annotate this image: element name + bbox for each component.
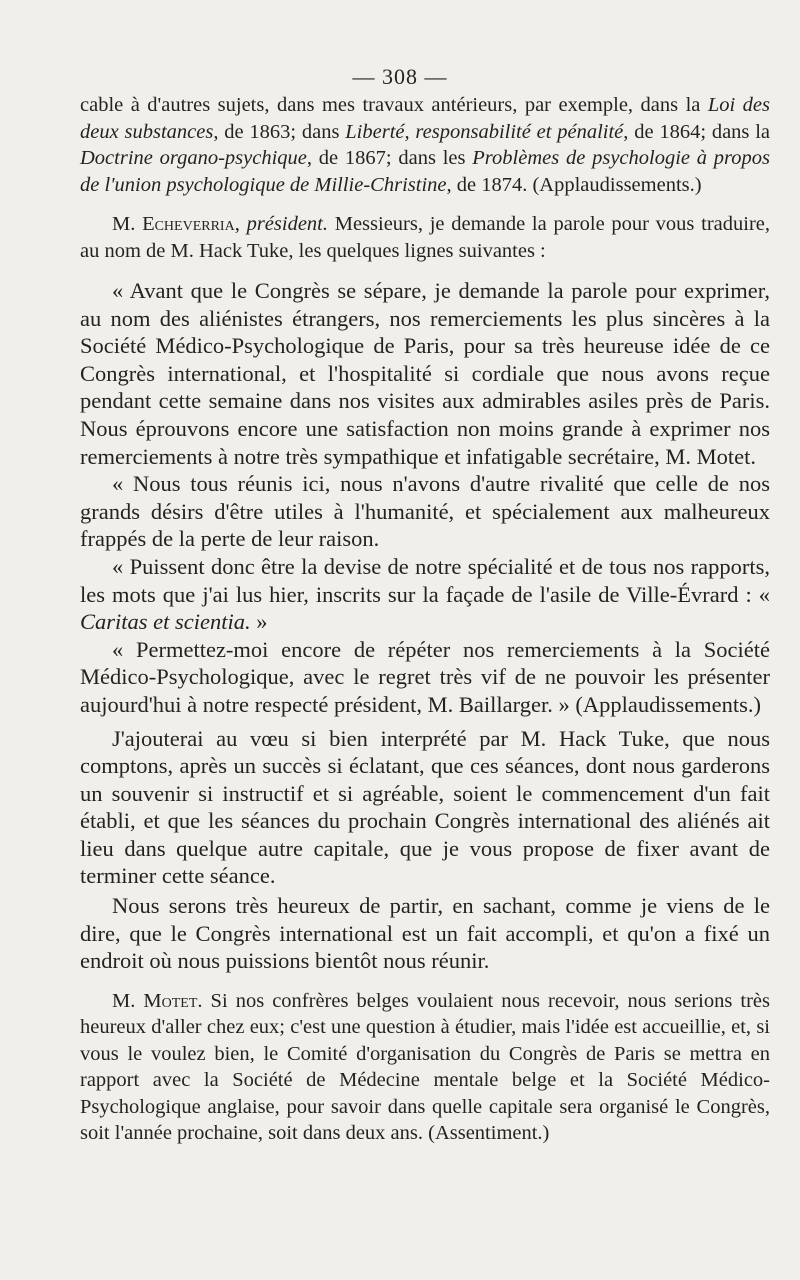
speaker-role: président.: [246, 213, 328, 235]
motto: Caritas et scientia.: [80, 609, 251, 635]
speaker-name: M. Echeverria: [112, 213, 235, 235]
paragraph-motet: M. Motet. Si nos confrères belges voulaient nous recevoir, nous serions très heureux d'aller chez eux; c'est une question à étudier, mais l'idée est accueillie, et, si vous le voulez bien, le Comité d'organisation du Congrès de Paris se mettra en rapport avec la Société de Médecine mentale belge et la Société Médico-Psychologique anglaise, pour savoir dans quelle capitale sera organisé le Congrès, soit l'année prochaine, soit dans deux ans. (Assentiment.): [80, 989, 770, 1145]
page-number: — 308 —: [352, 64, 448, 89]
body-text: [80, 92, 770, 1147]
work-title: Loi des deux substances: [80, 94, 770, 143]
quote-paragraph: « Puissent donc être la devise de notre spécialité et de tous nos rapports, les mots que j'ai lus hier, inscrits sur la façade de l'asile de Ville-Évrard : « Caritas et scientia. »: [80, 553, 770, 635]
paragraph-echeverria: M. Echeverria, président. Messieurs, je demande la parole pour vous traduire, au nom de M. Hack Tuke, les quelques lignes suivantes :: [80, 213, 771, 262]
quote-paragraph: « Permettez-moi encore de répéter nos remerciements à la Société Médico-Psychologique, avec le regret très vif de ne pouvoir les présenter aujourd'hui à notre respecté président, M. Baillarger. » (Applaudissements.): [80, 636, 770, 717]
paragraph: Nous serons très heureux de partir, en sachant, comme je viens de le dire, que le Congrès international est un fait accompli, et qu'on a fixé un endroit où nous puissions bientôt nous réunir.: [80, 893, 770, 974]
quoted-address: [80, 277, 770, 975]
paragraph-continuation: cable à d'autres sujets, dans mes travaux antérieurs, par exemple, dans la Loi des deux substances, de 1863; dans Liberté, responsabilité et pénalité, de 1864; dans la Doctrine organo-psychique, de 1867; dans les Problèmes de psychologie à propos de l'union psychologique de Millie-Christine, de 1874. (Applaudissements.): [80, 94, 771, 196]
paragraph: J'ajouterai au vœu si bien interprété par M. Hack Tuke, que nous comptons, après un succès si éclatant, que ces séances, dont nous garderons un souvenir si instructif et si agréable, soient le commencement d'un fait établi, et que les séances du prochain Congrès international des aliénés ait lieu dans quelque autre capitale, que je vous propose de fixer avant de terminer cette séance.: [80, 725, 770, 889]
work-title: Problèmes de psychologie à propos de l'union psychologique de Millie-Christine: [80, 147, 770, 196]
speaker-name: M. Motet.: [112, 989, 203, 1012]
work-title: Doctrine organo-psychique: [80, 147, 307, 169]
quote-paragraph: « Nous tous réunis ici, nous n'avons d'autre rivalité que celle de nos grands désirs d'être utiles à l'humanité, et spécialement aux malheureux frappés de la perte de leur raison.: [80, 471, 770, 552]
work-title: Liberté, responsabilité et pénalité: [345, 120, 624, 143]
quote-paragraph: « Avant que le Congrès se sépare, je demande la parole pour exprimer, au nom des aliénistes étrangers, nos remerciements les plus sincères à la Société Médico-Psychologique de Paris, pour sa très heureuse idée de ce Congrès international, et l'hospitalité si cordiale que nous avons reçue pendant cette semaine dans nos visites aux admirables asiles près de Paris. Nous éprouvons encore une satisfaction non moins grande à exprimer nos remerciements à notre très sympathique et infatigable secrétaire, M. Motet.: [80, 278, 770, 469]
